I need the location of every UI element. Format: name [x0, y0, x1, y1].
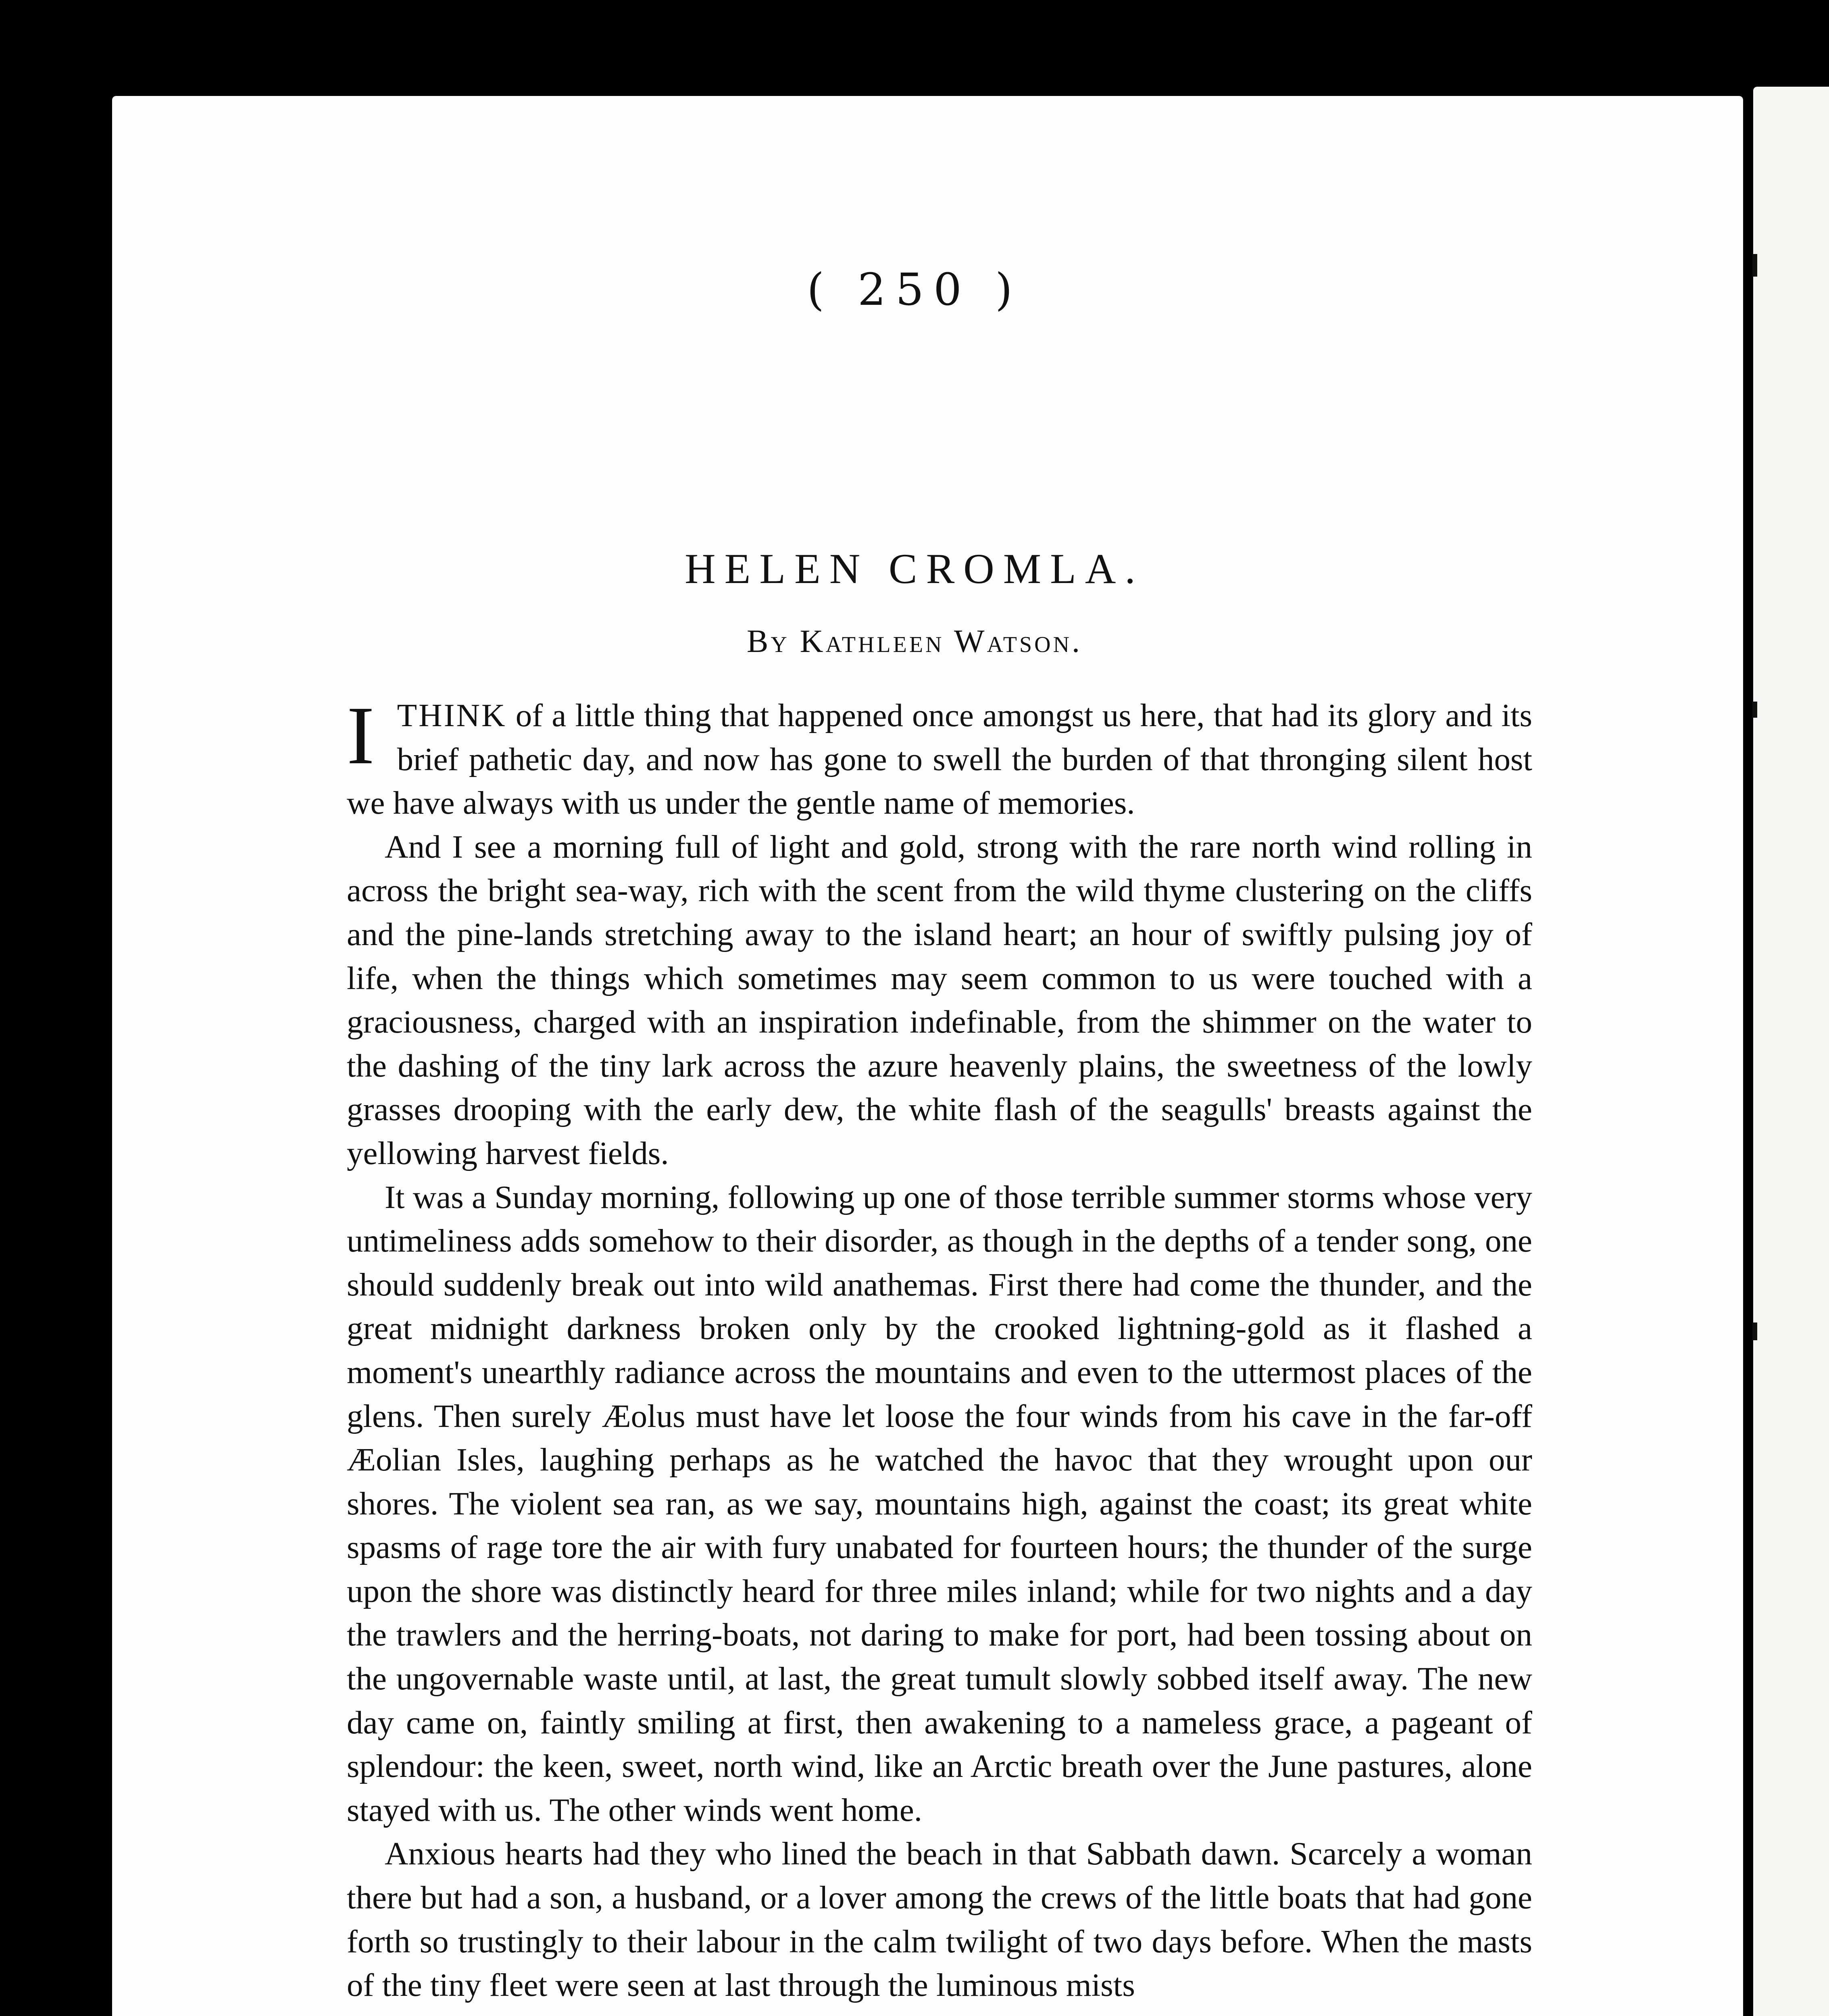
page-edge-mark	[1752, 702, 1757, 718]
paragraph: Anxious hearts had they who lined the beach in that Sabbath dawn. Scarcely a woman there but had a son, a husband, or a lover among the crews of the little boats that had gone forth so trustingly to their labour in the calm twilight of two days before. When the masts of the tiny fleet were seen at last through the luminous mists	[347, 1835, 1532, 2004]
article-title: HELEN CROMLA.	[685, 545, 1144, 592]
article-byline: By Kathleen Watson.	[746, 624, 1083, 659]
lead-in-caps: THINK	[397, 697, 507, 733]
next-page-edge	[1753, 87, 1829, 2016]
paragraph-text: of a little thing that happened once amongst us here, that had its glory and its brief pathetic day, and now has gone to swell the burden of that thronging silent host we have always with us under the gentle name of memories.	[347, 697, 1532, 821]
page-edge-mark	[1752, 1322, 1757, 1340]
page-number: ( 250 )	[807, 264, 1022, 315]
paragraph	[347, 689, 1532, 825]
drop-cap: I	[347, 689, 375, 781]
paragraph: It was a Sunday morning, following up one of those terrible summer storms whose very untimeliness adds somehow to their disorder, as though in the depths of a tender song, one should suddenly break out into wild anathemas. First there had come the thunder, and the great midnight darkness broken only by the crooked lightning-gold as it flashed a moment's unearthly radiance across the mountains and even to the uttermost places of the glens. Then surely Æolus must have let loose the four winds from his cave in the far-off Æolian Isles, laughing perhaps as he watched the havoc that they wrought upon our shores. The violent sea ran, as we say, mountains high, against the coast; its great white spasms of rage tore the air with fury unabated for fourteen hours; the thunder of the surge upon the shore was distinctly heard for three miles inland; while for two nights and a day the trawlers and the herring-boats, not daring to make for port, had been tossing about on the ungovernable waste until, at last, the great tumult slowly sobbed itself away. The new day came on, faintly smiling at first, then awakening to a nameless grace, a pageant of splendour: the keen, sweet, north wind, like an Arctic breath over the June pastures, alone stayed with us. The other winds went home.	[347, 1179, 1532, 1828]
paragraph: And I see a morning full of light and gold, strong with the rare north wind rolling in across the bright sea-way, rich with the scent from the wild thyme clustering on the cliffs and the pine-lands stretching away to the island heart; an hour of swiftly pulsing joy of life, when the things which sometimes may seem common to us were touched with a graciousness, charged with an inspiration indefinable, from the shimmer on the water to the dashing of the tiny lark across the azure heavenly plains, the sweetness of the lowly grasses drooping with the early dew, the white flash of the seagulls' breasts against the yellowing harvest fields.	[347, 828, 1532, 1171]
article-body	[347, 689, 1532, 2007]
